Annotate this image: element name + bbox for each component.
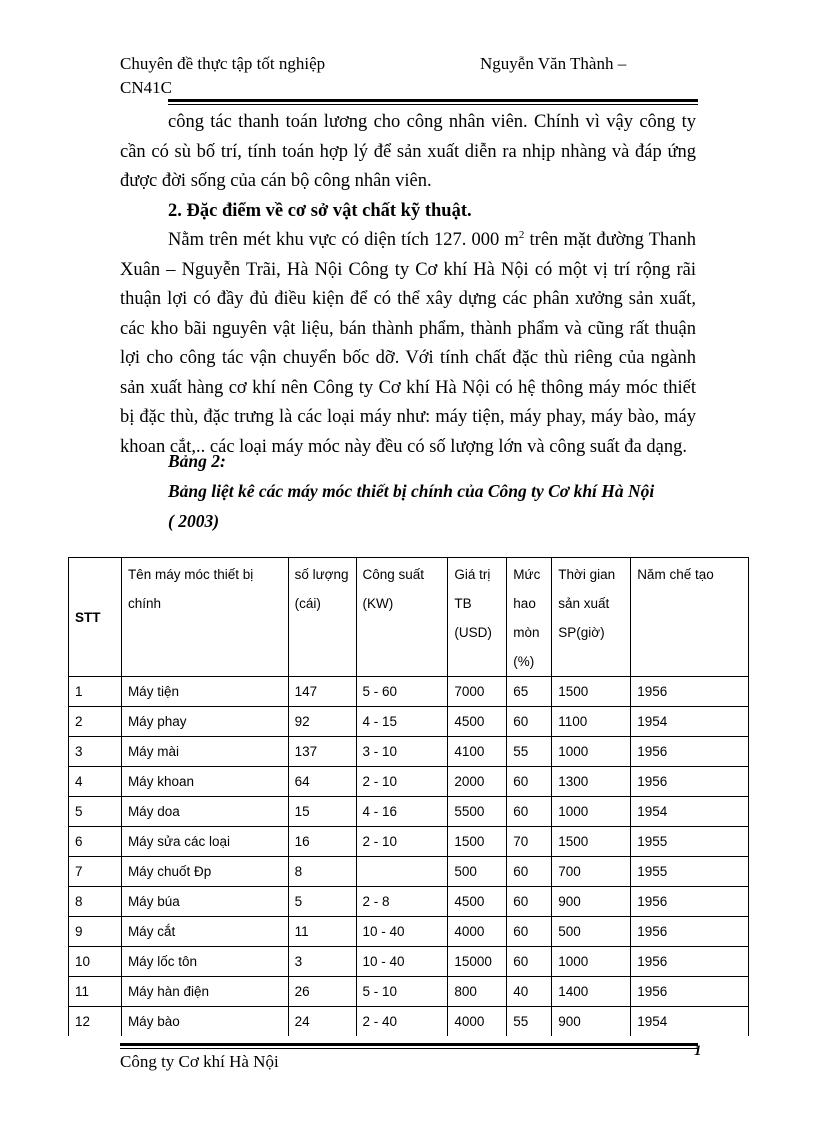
table-row bbox=[69, 857, 749, 887]
cell-value: 800 bbox=[448, 977, 507, 1007]
cell-time: 900 bbox=[552, 887, 631, 917]
cell-year: 1955 bbox=[631, 827, 749, 857]
table-row bbox=[69, 797, 749, 827]
cell-stt: 1 bbox=[69, 677, 122, 707]
cell-stt: 3 bbox=[69, 737, 122, 767]
cell-wear: 55 bbox=[507, 737, 552, 767]
cell-time: 1500 bbox=[552, 827, 631, 857]
table-row bbox=[69, 767, 749, 797]
cell-time: 700 bbox=[552, 857, 631, 887]
superscript-2: 2 bbox=[518, 228, 525, 241]
cell-wear: 60 bbox=[507, 947, 552, 977]
cell-value: 4500 bbox=[448, 887, 507, 917]
cell-wear: 60 bbox=[507, 767, 552, 797]
cell-year: 1954 bbox=[631, 707, 749, 737]
cell-year: 1954 bbox=[631, 1007, 749, 1037]
cell-power: 4 - 15 bbox=[356, 707, 448, 737]
cell-wear: 60 bbox=[507, 887, 552, 917]
cell-time: 500 bbox=[552, 917, 631, 947]
col-header-value: Giá trị TB (USD) bbox=[448, 558, 507, 677]
cell-qty: 64 bbox=[288, 767, 356, 797]
cell-value: 1500 bbox=[448, 827, 507, 857]
cell-wear: 55 bbox=[507, 1007, 552, 1037]
cell-value: 4000 bbox=[448, 917, 507, 947]
cell-name: Máy mài bbox=[121, 737, 288, 767]
cell-stt: 4 bbox=[69, 767, 122, 797]
paragraph-2 bbox=[120, 226, 696, 462]
cell-stt: 12 bbox=[69, 1007, 122, 1037]
header-rule-thick bbox=[168, 99, 698, 102]
cell-stt: 2 bbox=[69, 707, 122, 737]
col-header-power: Công suất (KW) bbox=[356, 558, 448, 677]
table-row bbox=[69, 677, 749, 707]
cell-year: 1956 bbox=[631, 917, 749, 947]
table-title: Bảng liệt kê các máy móc thiết bị chính của Công ty Cơ khí Hà Nội bbox=[168, 481, 655, 501]
paragraph-2-rest: trên mặt đường Thanh Xuân – Nguyễn Trãi, Hà Nội Công ty Cơ khí Hà Nội có một vị trí rộng rãi thuận lợi có đầy đủ điều kiện để có thể xây dựng các phân xưởng sản xuất, các kho bãi nguyên vật liệu, bán thành phẩm, thành phẩm và cũng rất thuận lợi cho công tác vận chuyển bốc dỡ. Với tính chất đặc thù riêng của ngành sản xuất hàng cơ khí nên Công ty Cơ khí Hà Nội có hệ thông máy móc thiết bị đặc thù, đặc trưng là các loại máy như: máy tiện, máy phay, máy bào, máy khoan cắt,.. các loại máy móc này đều có số lượng lớn và công suất đa dạng. bbox=[120, 230, 696, 457]
cell-value: 15000 bbox=[448, 947, 507, 977]
col-header-year: Năm chế tạo bbox=[631, 558, 749, 677]
cell-year: 1956 bbox=[631, 677, 749, 707]
cell-qty: 26 bbox=[288, 977, 356, 1007]
cell-power: 4 - 16 bbox=[356, 797, 448, 827]
cell-name: Máy chuốt Đp bbox=[121, 857, 288, 887]
cell-stt: 9 bbox=[69, 917, 122, 947]
cell-year: 1956 bbox=[631, 947, 749, 977]
cell-value: 4500 bbox=[448, 707, 507, 737]
cell-name: Máy búa bbox=[121, 887, 288, 917]
col-header-time: Thời gian sản xuất SP(giờ) bbox=[552, 558, 631, 677]
cell-power: 2 - 40 bbox=[356, 1007, 448, 1037]
cell-qty: 24 bbox=[288, 1007, 356, 1037]
cell-power: 3 - 10 bbox=[356, 737, 448, 767]
table-row bbox=[69, 707, 749, 737]
cell-stt: 10 bbox=[69, 947, 122, 977]
cell-stt: 5 bbox=[69, 797, 122, 827]
cell-year: 1956 bbox=[631, 767, 749, 797]
cell-name: Máy khoan bbox=[121, 767, 288, 797]
cell-value: 500 bbox=[448, 857, 507, 887]
col-header-stt: STT bbox=[69, 558, 122, 677]
cell-year: 1956 bbox=[631, 737, 749, 767]
cell-qty: 8 bbox=[288, 857, 356, 887]
col-header-qty: số lượng (cái) bbox=[288, 558, 356, 677]
cell-name: Máy bào bbox=[121, 1007, 288, 1037]
cell-time: 1400 bbox=[552, 977, 631, 1007]
table-row bbox=[69, 977, 749, 1007]
cell-year: 1956 bbox=[631, 977, 749, 1007]
table-label: Bảng 2: bbox=[168, 451, 226, 471]
cell-power: 2 - 8 bbox=[356, 887, 448, 917]
cell-time: 1500 bbox=[552, 677, 631, 707]
table-header-row bbox=[69, 558, 749, 677]
cell-stt: 7 bbox=[69, 857, 122, 887]
cell-qty: 92 bbox=[288, 707, 356, 737]
paragraph-1: công tác thanh toán lương cho công nhân viên. Chính vì vậy công ty cần có sù bố trí, tính toán hợp lý để sản xuất diễn ra nhịp nhàng và đáp ứng được đời sống của cán bộ công nhân viên. bbox=[120, 112, 696, 191]
cell-qty: 147 bbox=[288, 677, 356, 707]
paragraph-2-start: Nằm trên mét khu vực có diện tích 127. 000 m bbox=[168, 230, 519, 250]
table-row bbox=[69, 887, 749, 917]
cell-value: 7000 bbox=[448, 677, 507, 707]
section-heading: 2. Đặc điểm về cơ sở vật chất kỹ thuật. bbox=[168, 200, 472, 221]
table-row bbox=[69, 737, 749, 767]
page-number: 1 bbox=[694, 1043, 702, 1059]
cell-stt: 6 bbox=[69, 827, 122, 857]
cell-name: Máy tiện bbox=[121, 677, 288, 707]
cell-wear: 60 bbox=[507, 857, 552, 887]
cell-power: 2 - 10 bbox=[356, 827, 448, 857]
cell-time: 1000 bbox=[552, 737, 631, 767]
header-title: Chuyên đề thực tập tốt nghiệp bbox=[120, 54, 326, 73]
header-class: CN41C bbox=[120, 78, 172, 97]
cell-wear: 60 bbox=[507, 917, 552, 947]
cell-power: 5 - 10 bbox=[356, 977, 448, 1007]
cell-name: Máy cắt bbox=[121, 917, 288, 947]
footer-rule-thick bbox=[120, 1043, 698, 1046]
cell-value: 5500 bbox=[448, 797, 507, 827]
cell-qty: 3 bbox=[288, 947, 356, 977]
cell-power: 2 - 10 bbox=[356, 767, 448, 797]
body-text bbox=[120, 108, 696, 462]
cell-year: 1954 bbox=[631, 797, 749, 827]
cell-name: Máy lốc tôn bbox=[121, 947, 288, 977]
cell-year: 1956 bbox=[631, 887, 749, 917]
table-year: ( 2003) bbox=[168, 511, 220, 531]
table-row bbox=[69, 1007, 749, 1037]
cell-value: 2000 bbox=[448, 767, 507, 797]
cell-qty: 11 bbox=[288, 917, 356, 947]
cell-power: 5 - 60 bbox=[356, 677, 448, 707]
cell-stt: 11 bbox=[69, 977, 122, 1007]
cell-year: 1955 bbox=[631, 857, 749, 887]
cell-stt: 8 bbox=[69, 887, 122, 917]
cell-qty: 15 bbox=[288, 797, 356, 827]
col-header-wear: Mức hao mòn (%) bbox=[507, 558, 552, 677]
cell-name: Máy hàn điện bbox=[121, 977, 288, 1007]
cell-wear: 60 bbox=[507, 707, 552, 737]
cell-wear: 60 bbox=[507, 797, 552, 827]
cell-value: 4000 bbox=[448, 1007, 507, 1037]
cell-time: 1000 bbox=[552, 797, 631, 827]
cell-power bbox=[356, 857, 448, 887]
cell-power: 10 - 40 bbox=[356, 947, 448, 977]
cell-wear: 40 bbox=[507, 977, 552, 1007]
cell-value: 4100 bbox=[448, 737, 507, 767]
table-row bbox=[69, 947, 749, 977]
cell-name: Máy phay bbox=[121, 707, 288, 737]
cell-name: Máy sửa các loại bbox=[121, 827, 288, 857]
cell-wear: 70 bbox=[507, 827, 552, 857]
cell-qty: 5 bbox=[288, 887, 356, 917]
cell-name: Máy doa bbox=[121, 797, 288, 827]
footer-rule-thin bbox=[120, 1048, 698, 1049]
footer-company: Công ty Cơ khí Hà Nội bbox=[120, 1052, 279, 1071]
table-row bbox=[69, 917, 749, 947]
header-author: Nguyễn Văn Thành – bbox=[480, 54, 627, 73]
cell-qty: 137 bbox=[288, 737, 356, 767]
cell-time: 1100 bbox=[552, 707, 631, 737]
cell-wear: 65 bbox=[507, 677, 552, 707]
header-rule-thin bbox=[168, 104, 698, 105]
cell-time: 1000 bbox=[552, 947, 631, 977]
col-header-name: Tên máy móc thiết bị chính bbox=[121, 558, 288, 677]
table-row bbox=[69, 827, 749, 857]
cell-time: 900 bbox=[552, 1007, 631, 1037]
cell-qty: 16 bbox=[288, 827, 356, 857]
cell-power: 10 - 40 bbox=[356, 917, 448, 947]
cell-time: 1300 bbox=[552, 767, 631, 797]
equipment-table bbox=[68, 557, 749, 1036]
